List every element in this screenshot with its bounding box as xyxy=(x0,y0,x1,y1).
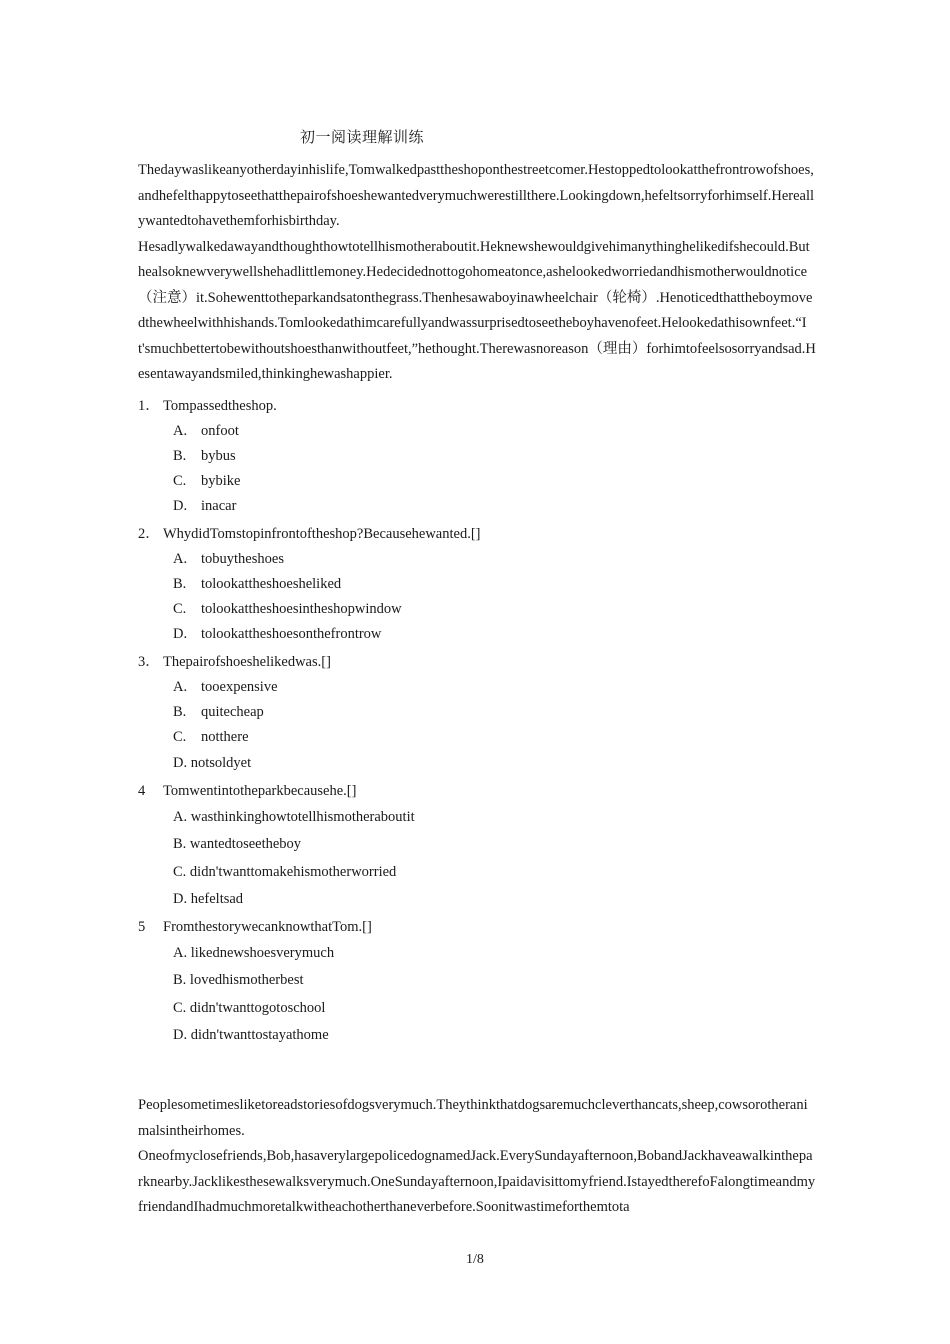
option-a: A. likednewshoesverymuch xyxy=(173,944,335,961)
passage-1-paragraph-2: Hesadlywalkedawayandthoughthowtotellhismotheraboutit.Heknewshewouldgivehimanythinghelikedifshecould.Buthealsoknewverywellshehadlittlemoney.Hedecidednottogohomeatonce,ashelookedworriedandhismotherwouldnotice（注意）it.Sohewenttotheparkandsatonthegrass.Thenhesawaboyinawheelchair（轮椅）.Henoticedthattheboymovedthewheelwithhishands.Tomlookedathimcarefullyandwassurprisedtoseetheboyhavenofeet.Helookedathisownfeet.“It'smuchbettertobewithoutshoesthanwithoutfeet,”hethought.Therewasnoreason（理由）forhimtofeelsosorryandsad.Hesentawayandsmiled,thinkinghewashappier. xyxy=(138,238,816,382)
option-d: D. notsoldyet xyxy=(173,755,252,771)
option-a: A. tobuytheshoes xyxy=(173,551,284,567)
option-b: B. lovedhismotherbest xyxy=(173,972,304,988)
option-b: B. quitecheap xyxy=(173,704,264,720)
option-b: B. tolookattheshoesheliked xyxy=(173,576,342,592)
question-stem: Tompassedtheshop. xyxy=(163,398,277,414)
option-d: D. hefeltsad xyxy=(173,891,244,907)
option-a: A. onfoot xyxy=(173,423,239,439)
page-number: 1/8 xyxy=(466,1252,484,1267)
option-d: D. inacar xyxy=(173,498,237,514)
question-stem: Thepairofshoeshelikedwas.[] xyxy=(163,654,331,670)
option-a: A. tooexpensive xyxy=(173,679,278,695)
question-number: 3． xyxy=(138,654,160,670)
question-number: 4 xyxy=(138,782,146,799)
question-stem: FromthestorywecanknowthatTom.[] xyxy=(163,918,372,935)
question-4 xyxy=(138,778,818,914)
passage-1-paragraph-1: Thedaywaslikeanyotherdayinhislife,Tomwalkedpasttheshoponthestreetcomer.Hestoppedtolookatthefrontrowofshoes,andhefelthappytoseethatthepairofshoeshewantedverymuchwerestillthere.Lookingdown,hefeltsorryforhimself.Hereallywantedtohavethemforhisbirthday. xyxy=(138,162,815,229)
question-number: 5 xyxy=(138,918,146,935)
question-1 xyxy=(138,393,818,519)
option-c: C. bybike xyxy=(173,473,241,489)
question-number: 2． xyxy=(138,526,160,542)
option-d: D. didn'twanttostayathome xyxy=(173,1027,329,1043)
option-c: C. didn'twanttomakehismotherworried xyxy=(173,863,397,880)
page-title: 初一阅读理解训练 xyxy=(300,130,425,146)
question-list xyxy=(138,393,818,1050)
question-stem: WhydidTomstopinfrontoftheshop?Becausehewanted.[] xyxy=(163,526,481,542)
option-d: D. tolookattheshoesonthefrontrow xyxy=(173,626,382,642)
option-c: C. tolookattheshoesintheshopwindow xyxy=(173,601,402,617)
question-2 xyxy=(138,521,818,647)
passage-2-paragraph-1: Peoplesometimesliketoreadstoriesofdogsverymuch.Theythinkthatdogsaremuchcleverthancats,sheep,cowsorotheranimalsintheirhomes. xyxy=(138,1097,808,1139)
option-a: A. wasthinkinghowtotellhismotheraboutit xyxy=(173,808,415,825)
option-c: C. notthere xyxy=(173,729,249,745)
passage-2-paragraph-2: Oneofmyclosefriends,Bob,hasaverylargepolicedognamedJack.EverySundayafternoon,BobandJackhaveawalkintheparknearby.Jacklikesthesewalksverymuch.OneSundayafternoon,Ipaidavisittomyfriend.IstayedtherefoFalongtimeandmyfriendandIhadmuchmoretalkwitheachotherthaneverbefore.Soonitwastimeforthemtota xyxy=(138,1148,816,1215)
option-b: B. wantedtoseetheboy xyxy=(173,836,302,852)
option-b: B. bybus xyxy=(173,448,236,464)
option-c: C. didn'twanttogotoschool xyxy=(173,999,326,1016)
reading-passage-1 xyxy=(138,158,816,388)
question-3 xyxy=(138,649,818,778)
question-5 xyxy=(138,914,818,1050)
reading-passage-2 xyxy=(138,1093,816,1221)
question-number: 1． xyxy=(138,398,160,414)
question-stem: Tomwentintotheparkbecausehe.[] xyxy=(163,782,357,799)
